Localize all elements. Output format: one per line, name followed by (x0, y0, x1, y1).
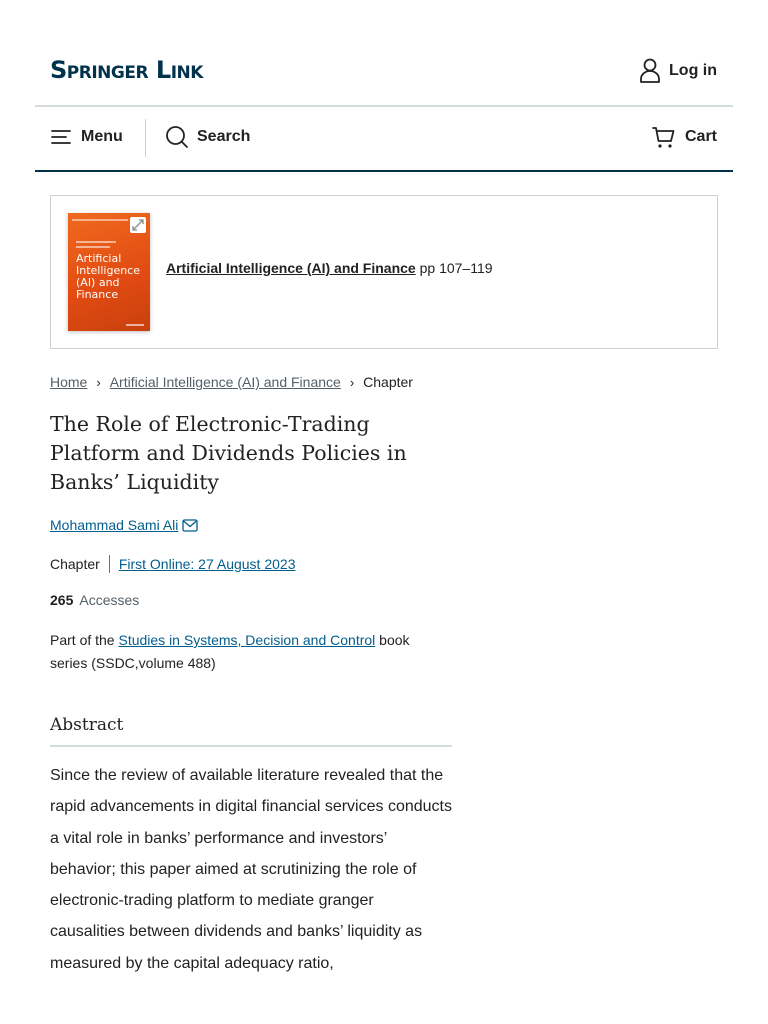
login-label: Log in (669, 62, 717, 79)
cover-publisher-mark (126, 324, 144, 326)
breadcrumb-current: Chapter (363, 374, 413, 390)
menu-label: Menu (81, 128, 123, 145)
accesses-label: Accesses (79, 592, 140, 608)
author-link[interactable]: Mohammad Sami Ali (50, 517, 179, 533)
cover-title: Artificial Intelligence (AI) and Finance (76, 252, 141, 301)
cover-series-line (72, 219, 128, 221)
series-link[interactable]: Studies in Systems, Decision and Control (118, 632, 376, 648)
book-cover[interactable] (68, 213, 150, 331)
book-card (50, 195, 718, 349)
search-button[interactable] (165, 125, 250, 149)
book-info (166, 260, 493, 276)
chapter-meta (50, 555, 295, 573)
series-prefix: Part of the (50, 632, 115, 648)
author-row (50, 517, 198, 533)
springer-link-logo[interactable]: Springer Link (50, 56, 203, 84)
site-header (35, 0, 733, 107)
main-nav (35, 107, 733, 172)
page-title: The Role of Electronic-Trading Platform and Dividends Policies in Banks’ Liquidity (50, 412, 407, 494)
series-suffix: book series (SSDC,volume 488) (50, 632, 410, 671)
search-icon (165, 125, 189, 149)
accesses-metric (50, 592, 139, 608)
chevron-right-icon: › (96, 374, 101, 390)
cart-button[interactable] (652, 125, 717, 149)
accesses-count: 265 (50, 592, 74, 608)
email-icon[interactable] (182, 519, 198, 532)
book-pages: pp 107–119 (419, 260, 493, 276)
cart-icon (652, 125, 676, 149)
breadcrumb-home[interactable]: Home (50, 374, 88, 390)
hamburger-icon (51, 128, 71, 146)
series-info (50, 629, 450, 675)
menu-button[interactable] (51, 128, 123, 146)
book-title-link[interactable]: Artificial Intelligence (AI) and Finance (166, 260, 416, 276)
meta-divider (109, 555, 110, 573)
breadcrumb (50, 374, 413, 390)
chevron-right-icon: › (349, 374, 355, 390)
search-label: Search (197, 128, 251, 145)
user-icon (639, 58, 661, 84)
first-online-link[interactable]: First Online: 27 August 2023 (118, 556, 296, 572)
abstract-text: Since the review of available literature revealed that the rapid advancements in digital financial services conducts a vital role in banks’ performance and investors’ behavior; this paper aimed at scrutinizing the role of electronic-trading platform to mediate granger causalities between dividends and banks’ liquidity as measured by the capital adequacy ratio, (50, 767, 452, 972)
cover-author-line (76, 241, 116, 243)
cover-author-line (76, 246, 110, 248)
content-type: Chapter (50, 556, 100, 572)
expand-icon[interactable] (130, 217, 146, 233)
abstract-heading: Abstract (50, 715, 452, 747)
cart-label: Cart (684, 128, 717, 145)
breadcrumb-book[interactable]: Artificial Intelligence (AI) and Finance (109, 374, 341, 390)
nav-divider (145, 119, 146, 157)
login-button[interactable] (639, 58, 717, 84)
